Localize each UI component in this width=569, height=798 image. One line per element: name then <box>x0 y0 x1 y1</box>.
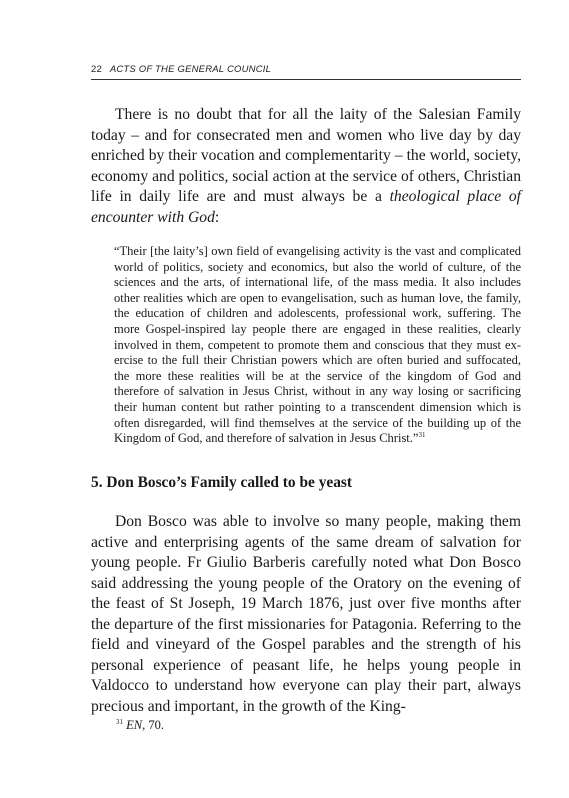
header-rule <box>91 79 521 80</box>
body-paragraph-2 <box>91 512 521 717</box>
block-quote <box>114 244 521 447</box>
footnote <box>116 718 164 733</box>
running-header <box>91 64 521 75</box>
header-title: ACTS OF THE GENERAL COUNCIL <box>109 64 272 75</box>
page-number: 22 <box>91 64 102 75</box>
quote-text: “Their [the laity’s] own field of evangelising activity is the vast and complicated world of politics, society and economics, but also the world of culture, of the sciences and the arts, of international life, of the mass media. It also includes other realities which are open to evangelisation, such as human love, the family, the education of children and adolescents, professional work, suffering. The more Gospel-inspired lay people there are engaged in these realities, clearly involved in them, competent to promote them and conscious that they must exercise to the full their Christian powers which are often buried and suffocated, the more these realities will be at the service of the kingdom of God and therefore of salvation in Jesus Christ, without in any way losing or sacrificing their human content but rather pointing to a transcendent dimension which is often disregarded, will find themselves at the service of the building up of the Kingdom of God, and therefore of salvation in Jesus Christ.” <box>114 244 521 446</box>
body-paragraph-1 <box>91 105 521 228</box>
footnote-source: EN <box>126 718 143 732</box>
paragraph-1-end: : <box>214 208 220 226</box>
footnote-page: , 70. <box>142 718 164 732</box>
footnote-number: 31 <box>116 717 123 726</box>
paragraph-2-text: Don Bosco was able to involve so many people, making them active and enterprising agents of the same dream of salvation for young people. Fr Giulio Barberis carefully noted what Don Bosco said addressing the young people of the Oratory on the evening of the feast of St Joseph, 19 March 1876, just over five months after the departure of the first missionaries for Patagonia. Referring to the field and vineyard of the Gospel parables and the strength of his personal experience of peasant life, he helps young people in Valdocco to understand how everyone can play their part, always precious and important, in the growth of the King- <box>91 513 521 715</box>
section-heading: 5. Don Bosco’s Family called to be yeast <box>91 474 353 491</box>
paragraph-1-text: There is no doubt that for all the laity of the Salesian Family today – and for consecrated men and women who live day by day enriched by their vocation and complementarity – the world, society, economy and politics, social action at the service of others, Christian life in daily life are and must always be a <box>91 106 521 205</box>
paragraph-1-emphasis: theological place of encounter with God <box>91 188 521 226</box>
footnote-reference: 31 <box>418 430 426 439</box>
